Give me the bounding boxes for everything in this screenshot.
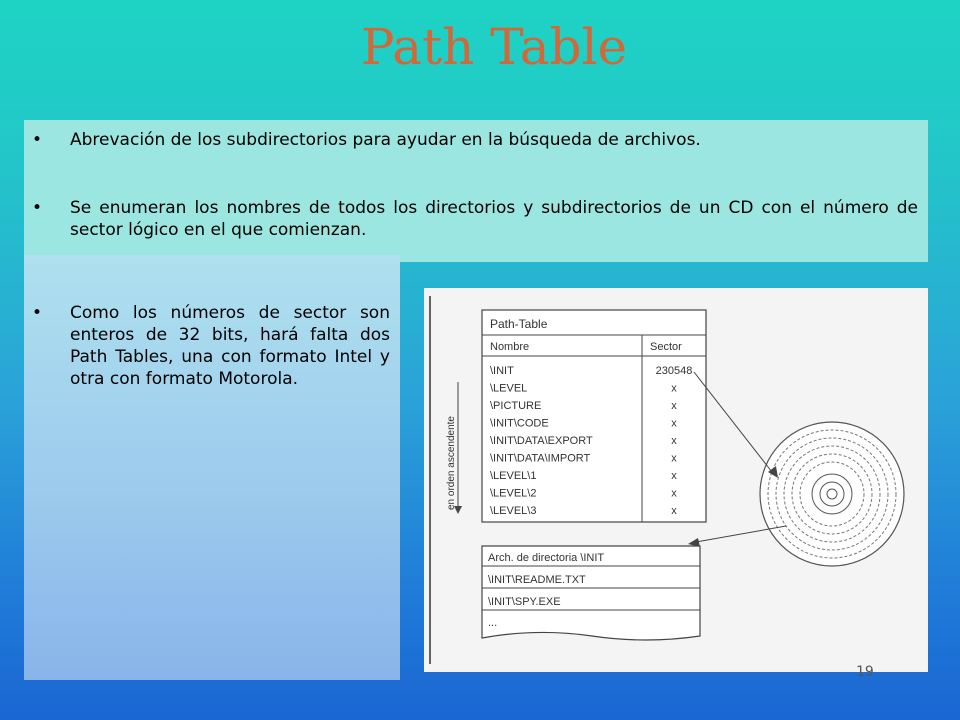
bullet-text: Abrevación de los subdirectorios para ayudar en la búsqueda de archivos. (70, 130, 701, 150)
path-table-row-sector: x (671, 400, 677, 412)
path-table-row-sector: x (671, 470, 677, 482)
bullet-item (32, 129, 916, 151)
path-table-row-name: \LEVEL\1 (490, 470, 537, 482)
path-table-row-name: \INIT\CODE (490, 417, 549, 430)
directory-entry: ... (488, 617, 498, 629)
path-table-row-sector: x (671, 487, 677, 500)
path-table-row-name: \INIT\DATA\IMPORT (490, 452, 591, 465)
bullet-marker: • (32, 130, 43, 150)
path-table-row-name: \INIT\DATA\EXPORT (490, 435, 593, 447)
path-table-row-sector: x (671, 417, 677, 430)
bullet-item (32, 302, 390, 390)
slide-title: Path Table (360, 18, 628, 76)
path-table-row-name: \LEVEL\2 (490, 487, 537, 500)
path-table-row-name: \INIT (490, 365, 514, 377)
path-table-row-name: \PICTURE (490, 400, 542, 412)
path-table-figure (424, 288, 928, 672)
path-table-diagram (424, 288, 928, 672)
path-table-row-sector: x (671, 435, 677, 447)
directory-entry: \INIT\README.TXT (488, 574, 586, 586)
directory-title: Arch. de directoria \INIT (488, 552, 605, 564)
bullet-marker: • (32, 198, 43, 218)
path-table-row-name: \LEVEL (490, 382, 528, 395)
column-header-sector: Sector (650, 341, 682, 353)
path-table-row-sector: x (671, 382, 677, 395)
column-header-name: Nombre (490, 341, 530, 353)
bullet-item (32, 197, 918, 241)
bullet-text: Se enumeran los nombres de todos los directorios y subdirectorios de un CD con el número de sector lógico en el que comienzan. (70, 198, 918, 240)
path-table-title: Path-Table (490, 317, 548, 331)
path-table-row-name: \LEVEL\3 (490, 505, 537, 517)
bullet-text: Como los números de sector son enteros de 32 bits, hará falta dos Path Tables, una con formato Intel y otra con formato Motorola. (70, 303, 390, 389)
bullet-marker: • (32, 303, 43, 323)
order-label: en orden ascendente (446, 416, 457, 510)
cd-disc-icon (760, 422, 904, 566)
path-table-row-sector: 230548 (655, 365, 693, 377)
page-number: 19 (856, 664, 874, 680)
path-table-row-sector: x (671, 452, 677, 465)
directory-entry: \INIT\SPY.EXE (488, 596, 561, 608)
path-table-row-sector: x (671, 505, 677, 517)
